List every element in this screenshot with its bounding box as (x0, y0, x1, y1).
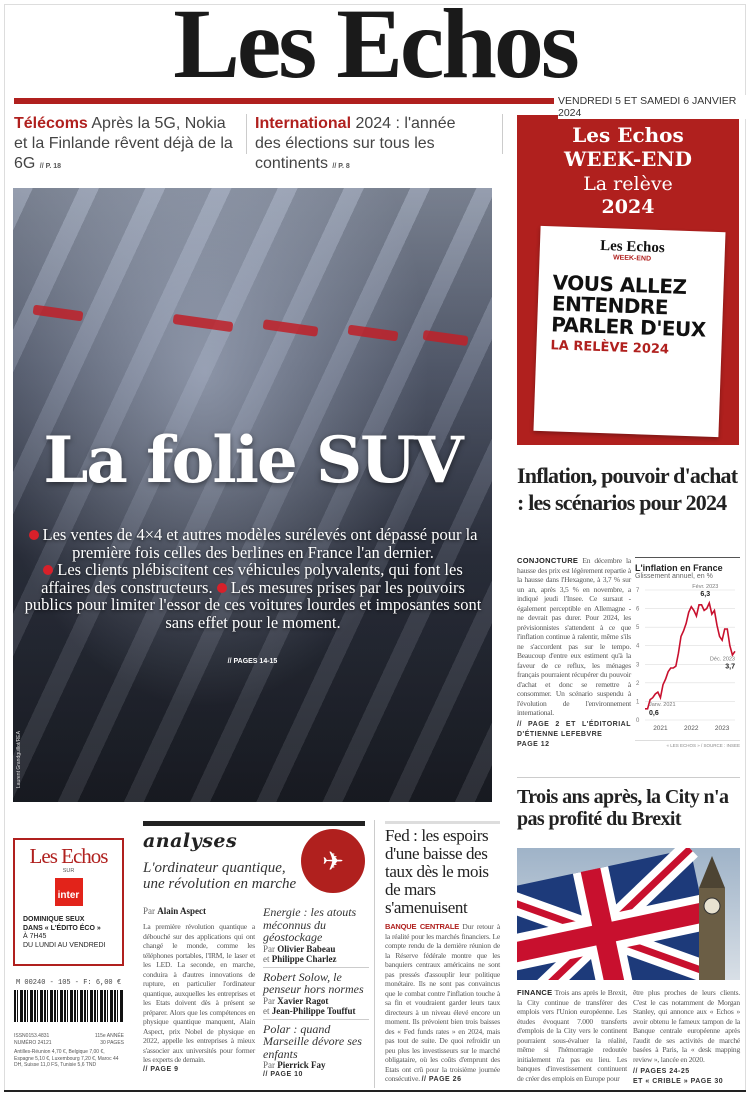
masthead-logo: Les Echos (173, 0, 577, 88)
annotation-label: Déc. 2023 (709, 656, 735, 663)
weekend-promo[interactable] (517, 115, 739, 445)
taillight (33, 305, 84, 322)
fed-article (385, 922, 500, 1085)
annotation-label: Janv. 2021 (649, 702, 676, 708)
fed-headline[interactable]: Fed : les espoirs d'une baisse des taux dès le mois de mars s'amenuisent (385, 826, 489, 917)
article-body: En décembre la hausse des prix est légèrement repartie à la hausse dans l'Hexagone, à 3,7 % sur un an, après 3,5 % en novembre, a indiqué jeudi l'Insee. Ce sursaut - également perceptible en Allemagne - ne devrait pas durer. Pour 2024, les prévisionnistes s'attendent à ce que l'inflation continue à ralentir, même s'ils ne s'accordent pas sur le tempo. Beaucoup d'entre eux estiment qu'à la faveur de ce reflux, les ménages français pourraient récupérer du pouvoir d'achat et donc se remettre à consommer. Un scénario suspendu à l'évolution de l'environnement international. (517, 556, 631, 717)
y-tick-label: 1 (636, 699, 640, 706)
lead-headline: La folie SUV (43, 423, 462, 498)
taillight (348, 325, 399, 342)
city-article-col1 (517, 988, 627, 1083)
article-body: Trois ans après le Brexit, la City continue de transférer des emplois vers l'Union européenne. Les études évoquant 7.000 transferts d'emplois de la City vers le continent pourraient sous-évaluer la réalité, même si l'hémorragie redoutée initialement n'a pas eu lieu. Les banques d'investissement continuent de créer des emplois en Europe pour (517, 988, 627, 1083)
article-body: Dur retour à la réalité pour les marchés financiers. Le compte rendu de la dernière réunion de la Réserve fédérale montre que les banquiers centraux américains ne sont pas pressés d'assouplir leur politique monétaire. Ils ne sont pas convaincus que le combat contre l'inflation touche à sa fin et voudraient garder leurs taux directeurs à un niveau élevé encore un moment. Ils prévoient bien trois baisses des « Fed funds rates » en 2024, mais pas tout de suite. De quoi refroidir un peu plus les investisseurs sur le marché obligataire, où les coûts d'emprunt des Etats ont crû pour la troisième journée consécutive. (385, 922, 500, 1083)
cover-sub: WEEK-END (612, 254, 652, 263)
page-ref: ET « CRIBLE » PAGE 30 (633, 1078, 724, 1085)
weekend-year: 2024 (601, 196, 655, 218)
x-tick-label: 2022 (684, 725, 699, 732)
side-article[interactable] (263, 1023, 369, 1081)
radio-promo-box[interactable] (13, 838, 124, 966)
teaser-kicker: International (255, 115, 352, 132)
inflation-headline[interactable]: Inflation, pouvoir d'achat : les scénarios pour 2024 (517, 463, 738, 515)
photo-credit: Laurent Grandguillot/REA (16, 731, 22, 788)
author: Pierrick Fay (277, 1060, 326, 1070)
foreign-prices: Antilles-Réunion 4,70 €, Belgique 7,00 €, Espagne 5,10 €, Luxembourg 7,20 €, Maroc 44 DH, Suisse 11,0 FS, Tunisie 5,6 TND (14, 1049, 119, 1068)
divider (246, 114, 247, 154)
analyses-headline[interactable]: L'ordinateur quantique, une révolution en marche (143, 860, 297, 892)
analyses-main-article (143, 906, 255, 1075)
france-inter-logo: inter (55, 878, 83, 906)
bullet-icon (29, 530, 39, 540)
divider (263, 1019, 369, 1020)
article-body: La première révolution quantique a débouché sur des applications qui ont changé le monde, comme les téléphones portables, l'IRM, le laser et les LED. La seconde, en marche, conduira à d'autres innovations de rupture, en particulier l'ordinateur quantique, auxquelles les entreprises et les Etats doivent dès à présent se préparer. Alors que les compétences en physique quantique manquent, Alain Aspect, prix Nobel de physique en 2022, appelle les entreprises à mieux s'associer aux universités pour former les experts de demain. (143, 922, 255, 1064)
lead-bullet: Les clients plébiscitent ces véhicules polyvalents, qui font les affaires des constructeurs. (41, 560, 463, 597)
teaser-kicker: Télécoms (14, 115, 88, 132)
page-ref: // PAGE 26 (421, 1076, 462, 1083)
promo-line: DU LUNDI AU VENDREDI (23, 941, 106, 949)
issn: ISSN0153.4831 (14, 1033, 50, 1039)
teaser-telecoms[interactable] (14, 114, 242, 177)
side-title: Polar : quand Marseille dévore ses enfants (263, 1021, 362, 1061)
lead-page-ref: // PAGES 14-15 (227, 658, 278, 665)
kicker: FINANCE (517, 988, 553, 997)
page-count: 30 PAGES (100, 1039, 124, 1046)
divider (263, 967, 369, 968)
side-article[interactable] (263, 971, 369, 1016)
page-bottom-rule (4, 1090, 746, 1092)
lead-photo[interactable] (13, 188, 492, 802)
promo-line: À 7H45 (23, 933, 47, 940)
x-tick-label: 2023 (714, 725, 730, 732)
article-body: être plus proches de leurs clients. C'est le cas notamment de Morgan Stanley, qui annonce aux « Echos » avoir obtenu le fameux tampon de la Banque centrale européenne après l'audit de ses activités de marché basées à Paris, la « desk mapping review », lancée en 2020. (633, 988, 740, 1064)
x-tick-label: 2021 (653, 725, 668, 732)
lead-bullet: Les ventes de 4×4 et autres modèles surélevés ont dépassé pour la première fois celles des berlines en France l'an dernier. (42, 525, 478, 562)
author: Olivier Babeau (277, 943, 336, 954)
taillight (423, 330, 469, 346)
y-tick-label: 5 (636, 625, 640, 632)
issue-number: NUMÉRO 24121 (14, 1039, 52, 1046)
y-tick-label: 4 (636, 643, 640, 650)
inflation-chart (635, 557, 740, 767)
promo-text (15, 916, 122, 950)
weekend-cover-image (533, 226, 725, 437)
barcode-image (14, 990, 124, 1022)
annotation-value: 6,3 (700, 591, 711, 598)
promo-sur: SUR (62, 868, 75, 874)
city-headline[interactable]: Trois ans après, la City n'a pas profité du Brexit (517, 786, 729, 830)
y-tick-label: 3 (636, 662, 640, 669)
teaser-text: 2024 : l'année des élections sur tous les continents (255, 115, 456, 172)
author: Xavier Ragot (277, 995, 329, 1006)
taillight (263, 319, 319, 337)
page-ref: PAGE 12 (517, 740, 550, 748)
y-tick-label: 2 (636, 680, 640, 687)
city-photo[interactable] (517, 848, 740, 980)
year-count: 115e ANNÉE (94, 1033, 124, 1039)
hermes-helmet-icon: ✈ (301, 829, 365, 893)
divider (517, 777, 740, 778)
issue-info (14, 1033, 124, 1069)
y-tick-label: 0 (636, 718, 640, 724)
barcode-number: M 00240 - 105 - F: 6,00 € (16, 979, 122, 987)
y-tick-label: 7 (636, 588, 640, 594)
byline-prefix: Par (143, 906, 155, 916)
kicker: CONJONCTURE (517, 556, 579, 565)
annotation-value: 0,6 (649, 710, 659, 717)
weekend-title-2: WEEK-END (563, 147, 693, 171)
chart-subtitle: Glissement annuel, en % (635, 573, 713, 580)
promo-line: DANS « L'ÉDITO ÉCO » (23, 924, 101, 932)
analyses-section-title: analyses (143, 830, 238, 852)
teaser-text: Après la 5G, Nokia et la Finlande rêvent déjà de la 6G (14, 115, 233, 172)
issue-date: VENDREDI 5 ET SAMEDI 6 JANVIER 2024 (558, 95, 750, 119)
side-article[interactable] (263, 906, 369, 964)
chart-rule (635, 557, 740, 558)
masthead-rule (14, 98, 554, 104)
promo-logo: Les Echos (29, 844, 108, 868)
weekend-subtitle: La relève (583, 173, 673, 195)
author: Alain Aspect (157, 906, 207, 916)
weekend-title: Les Echos (572, 123, 684, 147)
page-ref: // PAGE 2 ET L'ÉDITORIAL D'ÉTIENNE LEFEBVRE (517, 720, 631, 738)
analyses-side-list (263, 906, 369, 1080)
kicker: BANQUE CENTRALE (385, 922, 460, 931)
annotation-value: 3,7 (725, 663, 735, 671)
byline-prefix: Par (263, 1060, 275, 1070)
divider (374, 820, 375, 1088)
weekend-header (517, 115, 739, 219)
bullet-icon (43, 565, 53, 575)
chart-title: L'inflation en France (635, 563, 723, 573)
taillight (173, 314, 234, 332)
divider (502, 114, 503, 154)
byline (143, 906, 255, 916)
lead-summary (23, 526, 483, 631)
cover-headline: VOUS ALLEZ ENTENDRE PARLER D'EUX (550, 270, 707, 342)
teaser-international[interactable] (255, 114, 485, 177)
y-tick-label: 6 (636, 606, 640, 613)
chart-source: « LES ECHOS » / SOURCE : INSEE (635, 740, 740, 748)
lead-bullet: Les mesures prises par les pouvoirs publics pour limiter l'essor de ces voitures lourdes et imposantes sont sans effet pour le moment. (24, 577, 482, 632)
page-ref: // PAGE 10 (263, 1071, 303, 1078)
page-ref: // PAGES 24-25 (633, 1068, 690, 1075)
inflation-article (517, 556, 631, 750)
fed-rule (385, 821, 500, 824)
author: Jean-Philippe Touffut (271, 1005, 356, 1016)
cover-logo: Les Echos (599, 237, 666, 257)
teaser-page: // P. 8 (332, 163, 350, 170)
byline-prefix: Par (263, 995, 275, 1006)
chart-plot (635, 580, 740, 740)
teaser-page: // P. 18 (39, 163, 62, 170)
analyses-rule (143, 821, 365, 826)
annotation-label: Févr. 2023 (692, 584, 719, 590)
author: Philippe Charlez (271, 953, 337, 964)
cover-tag: LA RELÈVE 2024 (550, 338, 670, 358)
city-article-col2 (633, 988, 740, 1087)
page-ref: // PAGE 9 (143, 1065, 179, 1073)
bullet-icon (217, 583, 227, 593)
promo-line: DOMINIQUE SEUX (23, 916, 85, 923)
union-jack-bigben-image (517, 848, 740, 980)
side-title: Energie : les atouts méconnus du géostockage (263, 905, 357, 944)
side-title: Robert Solow, le penseur hors normes (263, 969, 364, 996)
byline-prefix: et (263, 953, 270, 964)
byline-prefix: et (263, 1005, 270, 1016)
byline-prefix: Par (263, 943, 275, 954)
